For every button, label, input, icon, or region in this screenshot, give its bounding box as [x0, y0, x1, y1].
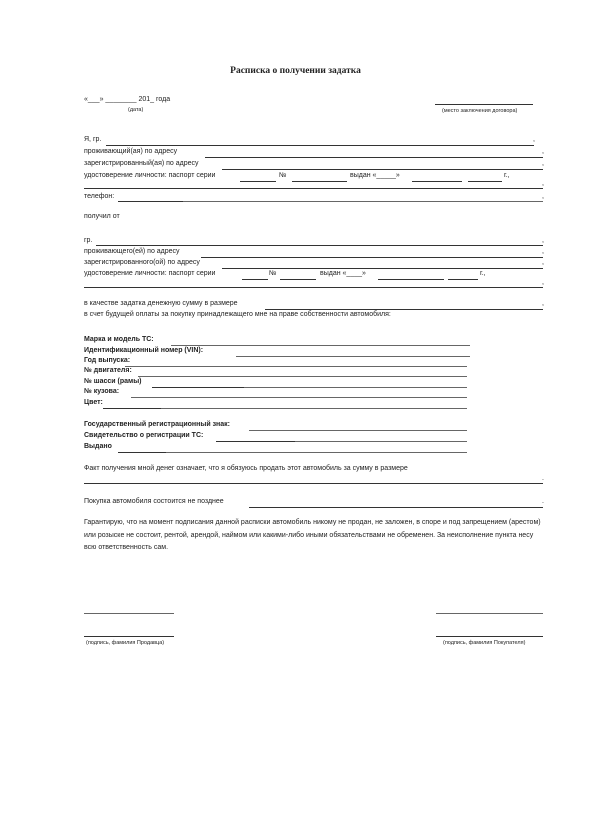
- buyer-registered-label: зарегистрированного(ой) по адресу: [84, 259, 200, 266]
- seller-signature-line-1[interactable]: [84, 613, 174, 614]
- car-field-line[interactable]: [131, 397, 467, 398]
- registration-field-label: Выдано: [84, 443, 112, 450]
- seller-phone-line[interactable]: [183, 201, 543, 202]
- seller-registered-label: зарегистрированный(ая) по адресу: [84, 160, 199, 167]
- purchase-date-line[interactable]: [249, 507, 543, 508]
- buyer-passport-number-line[interactable]: [280, 279, 316, 280]
- buyer-residence-comma: ,: [542, 248, 544, 255]
- buyer-issued-month-line[interactable]: [378, 279, 444, 280]
- car-field-label: № кузова:: [84, 388, 120, 395]
- buyer-signature-line-1[interactable]: [436, 613, 543, 614]
- seller-passport-no-label: №: [279, 172, 287, 179]
- buyer-name-line[interactable]: [96, 245, 543, 246]
- payment-purpose-text: в счет будущей оплаты за покупку принадлежащего мне на праве собственности автомобиля:: [84, 311, 391, 318]
- buyer-extra-line[interactable]: [84, 287, 543, 288]
- buyer-name-label: гр.: [84, 237, 93, 244]
- buyer-issued-year-line[interactable]: [448, 279, 478, 280]
- document-title: Расписка о получении задатка: [230, 66, 361, 76]
- buyer-passport-no-label: №: [269, 270, 277, 277]
- fact-amount-line[interactable]: [84, 483, 543, 484]
- car-field-line[interactable]: [236, 356, 470, 357]
- seller-phone-label: телефон:: [84, 193, 115, 200]
- buyer-signature-line-2[interactable]: [436, 636, 543, 637]
- car-field-label: Цвет:: [84, 399, 103, 406]
- deposit-label: в качестве задатка денежную сумму в размере: [84, 300, 238, 307]
- seller-phone-short-line: [118, 201, 183, 202]
- place-caption: (место заключения договора): [442, 108, 518, 114]
- registration-field-line-accent: [216, 441, 295, 442]
- purchase-period: .: [542, 498, 544, 505]
- seller-name-label: Я, гр.: [84, 136, 102, 143]
- car-field-label: Год выпуска:: [84, 357, 131, 364]
- seller-signature-caption: (подпись, фамилия Продавца): [86, 640, 165, 646]
- seller-extra-comma: ,: [542, 180, 544, 187]
- place-line: [435, 104, 533, 105]
- car-field-label: Марка и модель ТС:: [84, 336, 154, 343]
- car-field-label: № двигателя:: [84, 367, 132, 374]
- registration-field-line[interactable]: [118, 452, 467, 453]
- received-from-label: получил от: [84, 213, 120, 220]
- seller-residence-label: проживающий(ая) по адресу: [84, 148, 178, 155]
- seller-year-suffix: г.,: [504, 172, 510, 179]
- deposit-comma: ,: [542, 300, 544, 307]
- seller-extra-line[interactable]: [84, 188, 543, 189]
- buyer-extra-comma: ,: [542, 279, 544, 286]
- seller-residence-line[interactable]: [205, 157, 543, 158]
- fact-text: Факт получения мной денег означает, что я обязуюсь продать этот автомобиль за сумму в размере: [84, 465, 408, 472]
- car-field-label: Идентификационный номер (VIN):: [84, 347, 204, 354]
- deposit-line[interactable]: [265, 309, 543, 310]
- buyer-residence-line[interactable]: [201, 257, 543, 258]
- buyer-residence-label: проживающего(ей) по адресу: [84, 248, 180, 255]
- seller-signature-line-2[interactable]: [84, 636, 174, 637]
- seller-issued-label: выдан «_____»: [350, 172, 400, 179]
- car-field-line[interactable]: [171, 345, 470, 346]
- seller-passport-series-line[interactable]: [240, 181, 276, 182]
- seller-issued-year-line[interactable]: [468, 181, 502, 182]
- purchase-label: Покупка автомобиля состоится не позднее: [84, 498, 224, 505]
- buyer-signature-caption: (подпись, фамилия Покупателя): [443, 640, 526, 646]
- buyer-passport-series-line[interactable]: [242, 279, 268, 280]
- date-line: «___» ________ 201_ года: [84, 96, 171, 103]
- car-field-line[interactable]: [138, 376, 467, 377]
- car-field-line[interactable]: [125, 366, 467, 367]
- registration-field-line[interactable]: [249, 430, 467, 431]
- guarantee-text: Гарантирую, что на момент подписания данной расписки автомобиль никому не продан, не заложен, в споре и под запрещением (арестом) или розыске не состоит, рентой, арендой, наймом или какими-либо иными обязательствами не обременен. За неисполнение пункта несу всю ответственность сам.: [84, 519, 541, 551]
- registration-field-line-accent: [118, 452, 166, 453]
- fact-period: .: [542, 475, 544, 482]
- buyer-passport-label: удостоверение личности: паспорт серии: [84, 270, 216, 277]
- seller-passport-label: удостоверение личности: паспорт серии: [84, 172, 216, 179]
- seller-registered-comma: ,: [542, 160, 544, 167]
- buyer-issued-label: выдан «____»: [320, 270, 366, 277]
- registration-field-label: Государственный регистрационный знак:: [84, 421, 231, 428]
- seller-issued-month-line[interactable]: [412, 181, 462, 182]
- buyer-year-suffix: г.,: [480, 270, 486, 277]
- date-caption: (дата): [128, 107, 144, 113]
- car-field-line-accent: [152, 387, 244, 388]
- seller-passport-number-line[interactable]: [292, 181, 347, 182]
- buyer-registered-comma: ,: [542, 259, 544, 266]
- registration-field-label: Свидетельство о регистрации ТС:: [84, 432, 204, 439]
- seller-registered-line[interactable]: [222, 169, 543, 170]
- buyer-registered-line[interactable]: [222, 268, 543, 269]
- car-field-label: № шасси (рамы): [84, 378, 142, 385]
- seller-name-comma: ,: [533, 136, 535, 143]
- buyer-name-comma: ,: [542, 237, 544, 244]
- car-field-line-accent: [103, 408, 161, 409]
- seller-name-line[interactable]: [106, 145, 534, 146]
- seller-phone-comma: ,: [542, 193, 544, 200]
- seller-residence-comma: ,: [542, 148, 544, 155]
